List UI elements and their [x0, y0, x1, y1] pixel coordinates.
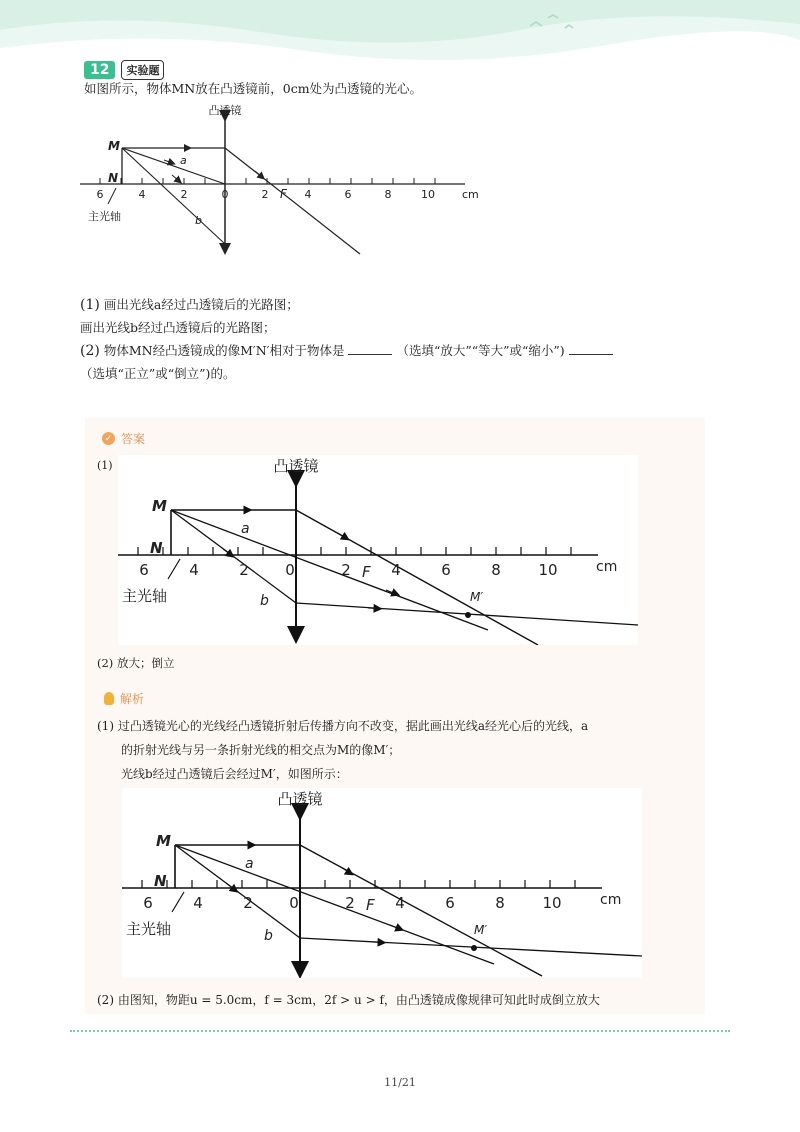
point-m-label: M	[108, 139, 120, 153]
tick-label: 4	[193, 894, 203, 912]
check-icon: ✓	[102, 432, 115, 445]
tick-label: 4	[189, 561, 199, 579]
unit-label: cm	[462, 188, 479, 201]
point-m-label: M	[156, 832, 171, 850]
lens-label: 凸透镜	[208, 104, 242, 117]
analysis-p1-line1: 过凸透镜光心的光线经凸透镜折射后传播方向不改变，据此画出光线a经光心后的光线，a	[117, 719, 589, 733]
ray-b-label: b	[195, 214, 202, 227]
lightbulb-icon	[104, 692, 114, 705]
answer-blank-2[interactable]	[569, 342, 613, 355]
tick-label: 6	[96, 188, 104, 201]
answer-blank-1[interactable]	[348, 342, 392, 355]
tick-label: 6	[441, 561, 451, 579]
analysis-p2: (2) 由图知，物距u = 5.0cm，f = 3cm，2f > u > f，由凸透镜成像规律可知此时成倒立放大	[97, 993, 600, 1007]
analysis-p1-line3: 光线b经过凸透镜后会经过M′，如图所示：	[121, 767, 348, 781]
part2-line1-b: （选填“放大”“等大”或“缩小”)	[396, 343, 565, 358]
image-point-label: M′	[474, 923, 488, 937]
tick-label: 8	[495, 894, 505, 912]
tick-label: 6	[139, 561, 149, 579]
section-divider	[70, 1030, 730, 1032]
analysis-tag-label: 解析	[120, 692, 145, 706]
answer-lens-figure	[118, 455, 638, 645]
tick-label: 4	[138, 188, 146, 201]
axis-label: 主光轴	[88, 210, 121, 223]
ray-b-label: b	[260, 593, 269, 609]
part1-line2: 画出光线b经过凸透镜后的光路图；	[80, 320, 276, 335]
tick-label: 2	[261, 188, 269, 201]
unit-label: cm	[600, 892, 622, 908]
answer-part2: (2) 放大；倒立	[97, 656, 175, 670]
tick-label: 2	[341, 561, 351, 579]
tick-label: 2	[180, 188, 188, 201]
unit-label: cm	[596, 559, 618, 575]
focus-f-label: F	[280, 187, 287, 201]
analysis-p1-label: (1)	[97, 719, 114, 733]
point-n-label: N	[150, 539, 163, 557]
part2-line1-a: 物体MN经凸透镜成的像M′N′相对于物体是	[103, 343, 345, 358]
tick-label: 6	[445, 894, 455, 912]
tick-label: 4	[304, 188, 312, 201]
analysis-lens-figure	[122, 788, 642, 978]
axis-label: 主光轴	[122, 587, 168, 605]
focus-f-label: F	[362, 563, 371, 581]
ray-a-label: a	[241, 521, 250, 537]
question-number: 12	[84, 61, 115, 79]
analysis-p1-line2: 的折射光线与另一条折射光线的相交点为M的像M′；	[121, 743, 401, 757]
tick-label: 10	[538, 561, 558, 579]
analysis-tag	[104, 690, 144, 707]
ray-a-label: a	[245, 856, 254, 872]
ray-a-label: a	[180, 154, 187, 167]
tick-label: 2	[345, 894, 355, 912]
image-point-label: M′	[470, 590, 484, 604]
tick-label: 0	[285, 561, 295, 579]
answer-part1-label: (1)	[97, 459, 113, 472]
lens-label: 凸透镜	[277, 790, 323, 808]
tick-label: 8	[384, 188, 392, 201]
tick-label: 0	[221, 188, 229, 201]
part1-line1: 画出光线a经过凸透镜后的光路图；	[103, 297, 299, 312]
focus-f-label: F	[366, 896, 375, 914]
part2-label: (2)	[80, 343, 100, 359]
tick-label: 6	[143, 894, 153, 912]
point-m-label: M	[152, 497, 167, 515]
tick-label: 2	[239, 561, 249, 579]
tick-label: 10	[542, 894, 562, 912]
tick-label: 0	[289, 894, 299, 912]
answer-tag	[102, 430, 145, 447]
part2-line2: （选填“正立”或“倒立”)的。	[80, 366, 236, 381]
ray-b-label: b	[264, 928, 273, 944]
question-lens-figure	[80, 104, 490, 264]
tick-label: 4	[395, 894, 405, 912]
lens-label: 凸透镜	[273, 457, 319, 475]
tick-label: 2	[243, 894, 253, 912]
tick-label: 10	[421, 188, 435, 201]
tick-label: 8	[491, 561, 501, 579]
question-intro: 如图所示，物体MN放在凸透镜前，0cm处为凸透镜的光心。	[84, 81, 423, 96]
page-number: 11/21	[384, 1076, 416, 1089]
tick-label: 6	[344, 188, 352, 201]
part1-label: (1)	[80, 297, 100, 313]
answer-tag-label: 答案	[121, 432, 146, 446]
point-n-label: N	[108, 171, 119, 185]
tick-label: 4	[391, 561, 401, 579]
point-n-label: N	[154, 872, 167, 890]
question-type-badge: 实验题	[121, 60, 164, 80]
axis-label: 主光轴	[126, 920, 172, 938]
